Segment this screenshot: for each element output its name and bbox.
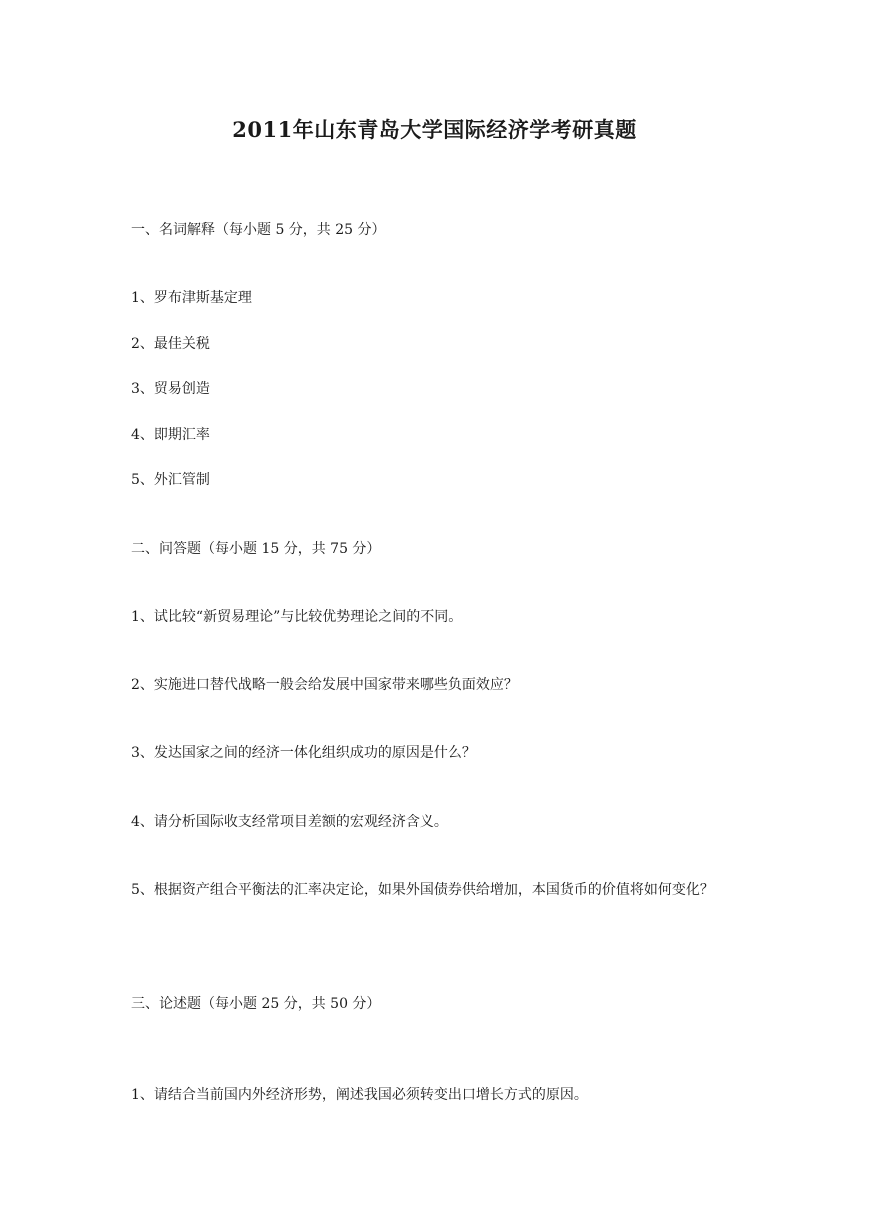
list-item: 1、试比较“新贸易理论”与比较优势理论之间的不同。 [131, 609, 463, 625]
section-heading-2: 二、问答题（每小题 15 分，共 75 分） [131, 541, 381, 557]
section-heading-3: 三、论述题（每小题 25 分，共 50 分） [131, 996, 381, 1012]
list-item: 5、根据资产组合平衡法的汇率决定论，如果外国债券供给增加，本国货币的价值将如何变化？ [131, 882, 714, 898]
list-item: 2、最佳关税 [131, 336, 210, 352]
list-item: 3、发达国家之间的经济一体化组织成功的原因是什么？ [131, 745, 476, 761]
list-item: 3、贸易创造 [131, 381, 210, 397]
page-title: 2011年山东青岛大学国际经济学考研真题 [232, 117, 637, 142]
list-item: 1、请结合当前国内外经济形势，阐述我国必须转变出口增长方式的原因。 [131, 1087, 588, 1103]
list-item: 4、即期汇率 [131, 427, 210, 443]
list-item: 4、请分析国际收支经常项目差额的宏观经济含义。 [131, 814, 448, 830]
list-item: 5、外汇管制 [131, 472, 210, 488]
list-item: 2、实施进口替代战略一般会给发展中国家带来哪些负面效应？ [131, 677, 518, 693]
section-heading-1: 一、名词解释（每小题 5 分，共 25 分） [131, 222, 386, 238]
list-item: 1、罗布津斯基定理 [131, 290, 252, 306]
